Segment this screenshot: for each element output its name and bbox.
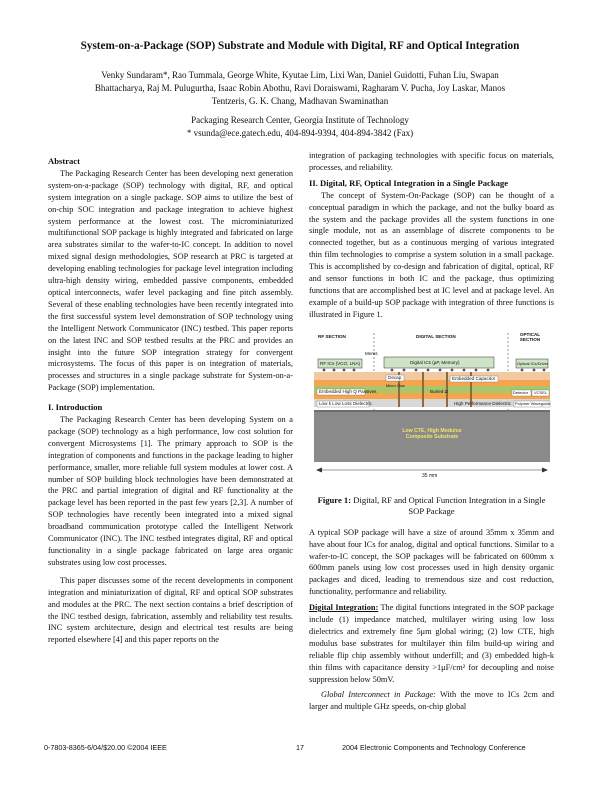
sop-cross-section-figure bbox=[312, 327, 552, 495]
core-label-line: Composite Substrate bbox=[405, 434, 459, 441]
digital-integration-paragraph bbox=[309, 602, 554, 685]
left-column bbox=[48, 156, 293, 646]
continued-paragraph: integration of packaging technologies with specific focus on materials, processes, and reliability. bbox=[309, 151, 554, 172]
buildup-layer bbox=[314, 372, 550, 380]
abstract-heading: Abstract bbox=[48, 156, 80, 166]
footer-page-number: 17 bbox=[296, 743, 304, 752]
author-line: Bhattacharya, Raj M. Pulugurtha, Isaac Robin Abothu, Ravi Doraiswami, Ragharam V. Pucha, Joy Laskar, Manos bbox=[94, 83, 506, 94]
rf-section-label: RF SECTION bbox=[318, 333, 346, 339]
low-k-dielectric-label: Low k Low Loss Dielectric bbox=[319, 401, 372, 407]
detector-label: Detector bbox=[513, 390, 529, 396]
introduction-heading: I. Introduction bbox=[48, 402, 103, 413]
author-line: Tentzeris, G. K. Chang, Madhavan Swaminathan bbox=[211, 96, 389, 107]
rf-ics-label: RF ICs (VCO, LNA) bbox=[320, 360, 361, 366]
core-substrate-label bbox=[390, 428, 474, 441]
right-column bbox=[309, 150, 554, 713]
vcsel-label: VCSEL bbox=[534, 390, 548, 396]
decap-label: Decap bbox=[388, 375, 402, 381]
paper-title: System-on-a-Package (SOP) Substrate and Module with Digital, RF and Optical Integration bbox=[80, 40, 520, 52]
global-interconnect-paragraph bbox=[309, 689, 554, 713]
introduction-paragraph: This paper discusses some of the recent developments in component integration and miniaturization of digital, RF and optical SOP substrates and modules at the PRC. The next section contains a brief description of the INC testbed design, fabrication, assembly and reliability test results. INC system architecture, design and electrical test results are being reported elsewhere [4] and this paper reports on the bbox=[48, 575, 293, 645]
author-line: Venky Sundaram*, Rao Tummala, George White, Kyutae Lim, Lixi Wan, Daniel Guidotti, Fuhan Liu, Swapan bbox=[101, 70, 499, 80]
buildup-layer bbox=[314, 380, 550, 386]
footer-copyright: 0-7803-8365-6/04/$20.00 ©2004 IEEE bbox=[44, 743, 167, 752]
section-2-paragraph: A typical SOP package will have a size of around 35mm x 35mm and have about four ICs for analog, digital and optical functions. Similar to a wafer-to-IC concept, the SOP packages will be fabricated on 600mm x 600mm panels using low cost processes used in high density organic packages and diced, leading to tremendous size and cost reduction, functionality, performance and reliability. bbox=[309, 527, 554, 597]
contact-info: * vsunda@ece.gatech.edu, 404-894-9394, 404-894-3842 (Fax) bbox=[186, 127, 414, 138]
introduction-paragraph: The Packaging Research Center has been developing System on a package (SOP) technology as a high performance, low cost solution for convergent Microsystems [1]. The primary approach to SOP is the integration of components and functions in the package leading to higher performance, smaller, more reliable full system modules at lower cost. A number of SOP building block technologies have been demonstrated at the PRC and partial integration of digital and RF functionality at the package level has been reported in the past few years [2,3]. A number of SOP technologies have recently been integrated into a mixed signal broadband communication prototype called the Intelligent Network Communicator (INC). The INC testbed integrates digital, RF and optical functionality in a single package fabricated on large area organic substrates using low cost processes. bbox=[48, 415, 293, 567]
core-label-line: Low CTE, High Modulus bbox=[402, 427, 462, 434]
figure-diagram bbox=[312, 327, 552, 495]
high-performance-dielectric-label: High Performance Dielectric bbox=[454, 401, 512, 407]
micro-vias-label: Micro Vias bbox=[386, 382, 405, 388]
mems-label: Mems bbox=[365, 350, 378, 356]
caption-text: Digital, RF and Optical Function Integration in a Single SOP Package bbox=[351, 494, 546, 517]
affiliation-block bbox=[60, 114, 540, 139]
section-2-heading: II. Digital, RF, Optical Integration in a Single Package bbox=[309, 177, 509, 188]
embedded-hq-label: Embedded High Q Passives bbox=[319, 389, 377, 395]
figure-caption bbox=[309, 495, 554, 518]
affiliation: Packaging Research Center, Georgia Institute of Technology bbox=[191, 115, 409, 125]
embedded-capacitor-label: Embedded Capacitor bbox=[452, 376, 496, 382]
dimension-label: 35 mm bbox=[422, 472, 438, 479]
author-list bbox=[60, 69, 540, 109]
global-interconnect-label: Global Interconnect in Package: bbox=[321, 690, 436, 700]
footer-conference: 2004 Electronic Components and Technology Conference bbox=[342, 743, 526, 752]
section-2-paragraph: The concept of System-On-Package (SOP) can be thought of a conceptual paradigm in which the package, and not the bulky board as the system and the package provides all the system functions in one single module, not as an assemblage of discrete components to be connected together, but as a continuous merging of various integrated thin film technologies to comprise a system solution in a small package. This is accomplished by co-design and fabrication of digital, optical, RF and sensor functions in both IC and the package, thus optimizing functions that are accomplished best at IC level and at package level. An example of a build-up SOP package with integration of three functions is illustrated in Figure 1. bbox=[309, 190, 554, 319]
digital-section-label: DIGITAL SECTION bbox=[416, 333, 456, 339]
digital-ics-label: Digital ICs (µP, Memory) bbox=[410, 359, 460, 365]
abstract-text: The Packaging Research Center has been developing next generation system-on-a-package (SOP) technology with digital, RF, and optical system integration on a single package. SOP aims to utilize the best of on-chip SOC integration and package integration to achieve highest system performance at the lowest cost. The microminiaturized multifunctional SOP package is highly integrated and fabricated on large area substrates similar to the wafer-to-IC concept. In addition to novel mixed signal design methodologies, SOP research at PRC is targeted at developing enabling technologies for package level integration including ultra-high density wiring, embedded passive components, embedded optical interconnects, wafer level packaging and fine pitch assembly. Several of these enabling technologies have been recently integrated into the first successful system level demonstration of SOP technology using the Intelligent Network Communicator (INC) testbed. This paper reports on the latest INC and SOP testbed results at the PRC and provides an insight into the future SOP integration strategy for convergent microsystems. The focus of this paper is on integration of materials, processes and structures in a single package substrate for System-on-a-Package (SOP) implementation. bbox=[48, 168, 293, 393]
digital-integration-label: Digital Integration: bbox=[309, 603, 379, 613]
digital-integration-text: The digital functions integrated in the SOP package include (1) impedance matched, multilayer wiring using low loss dielectrics and extremely fine 5μm global wiring; (2) low CTE, high modulus base substrates for multilayer thin film build-up wiring and reliable flip chip assembly without underfill; and (3) embedded high-k thin films with capacitance density >1μF/cm² for decoupling and noise suppression below 50mV. bbox=[309, 603, 554, 684]
optical-ics-label: Optical ICs/Driver bbox=[517, 360, 549, 366]
caption-label: Figure 1: bbox=[317, 494, 352, 505]
buried-resistor-label: Buried Ω bbox=[430, 388, 448, 394]
polymer-waveguide-label: Polymer Waveguide bbox=[515, 401, 551, 407]
global-interconnect-text: With the move to ICs 2cm and larger and multiple GHz speeds, on-chip global bbox=[309, 690, 554, 712]
optical-section-label: OPTICAL SECTION bbox=[519, 331, 541, 343]
